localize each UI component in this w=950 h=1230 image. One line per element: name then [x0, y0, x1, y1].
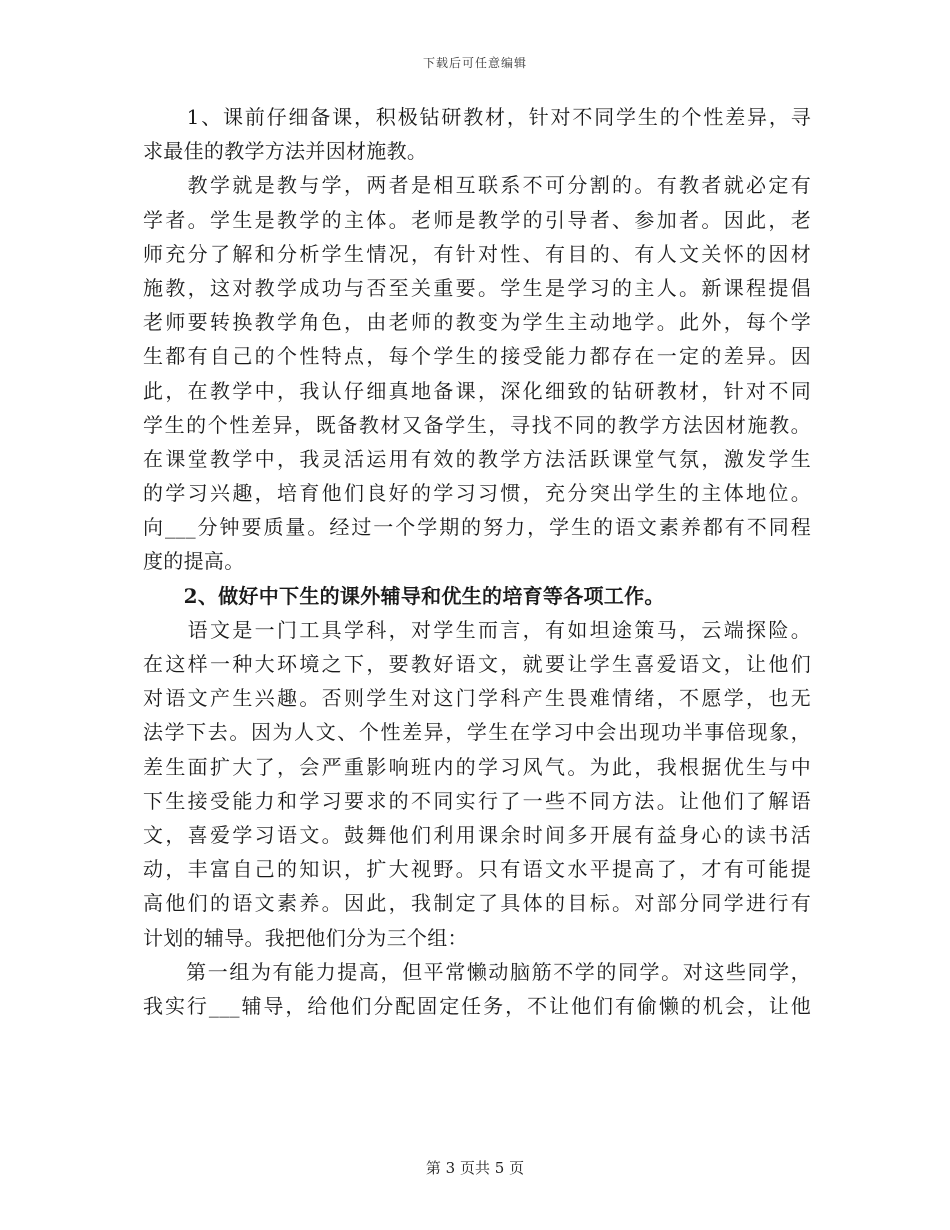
section-heading-line: 2、做好中下生的课外辅导和优生的培育等各项工作。 [143, 583, 665, 608]
text-line: 差生面扩大了，会严重影响班内的学习风气。为此，我根据优生与中 [143, 754, 811, 779]
text-line: 动，丰富自己的知识，扩大视野。只有语文水平提高了，才有可能提 [143, 857, 811, 882]
text-line: 法学下去。因为人文、个性差异，学生在学习中会出现功半事倍现象， [143, 720, 811, 745]
text-line: 向___分钟要质量。经过一个学期的努力，学生的语文素养都有不同程 [143, 515, 811, 540]
text-line: 求最佳的教学方法并因材施教。 [143, 139, 428, 164]
text-line: 我实行___辅导，给他们分配固定任务，不让他们有偷懒的机会，让他 [143, 993, 811, 1018]
text-line: 教学就是教与学，两者是相互联系不可分割的。有教者就必定有 [143, 173, 811, 198]
text-line: 第一组为有能力提高，但平常懒动脑筋不学的同学。对这些同学， [143, 959, 811, 984]
text-line: 此，在教学中，我认仔细真地备课，深化细致的钻研教材，针对不同 [143, 378, 811, 403]
text-line: 高他们的语文素养。因此，我制定了具体的目标。对部分同学进行有 [143, 891, 811, 916]
text-line: 生都有自己的个性特点，每个学生的接受能力都存在一定的差异。因 [143, 344, 811, 369]
text-line: 的学习兴趣，培育他们良好的学习习惯，充分突出学生的主体地位。 [143, 481, 811, 506]
text-line: 文，喜爱学习语文。鼓舞他们利用课余时间多开展有益身心的读书活 [143, 822, 811, 847]
text-line: 学生的个性差异，既备教材又备学生，寻找不同的教学方法因材施教。 [143, 412, 811, 437]
text-line: 师充分了解和分析学生情况，有针对性、有目的、有人文关怀的因材 [143, 241, 811, 266]
page-header: 下载后可任意编辑 [422, 56, 527, 70]
text-line: 对语文产生兴趣。否则学生对这门学科产生畏难情绪，不愿学，也无 [143, 686, 811, 711]
text-line: 计划的辅导。我把他们分为三个组： [143, 925, 468, 950]
document-body [143, 100, 811, 1023]
text-line: 学者。学生是教学的主体。老师是教学的引导者、参加者。因此，老 [143, 207, 811, 232]
text-line: 下生接受能力和学习要求的不同实行了一些不同方法。让他们了解语 [143, 788, 811, 813]
text-line: 在这样一种大环境之下，要教好语文，就要让学生喜爱语文，让他们 [143, 652, 811, 676]
text-line: 度的提高。 [143, 549, 245, 574]
page-footer: 第 3 页共 5 页 [425, 1159, 525, 1177]
text-line: 1、课前仔细备课，积极钻研教材，针对不同学生的个性差异，寻 [143, 105, 811, 129]
text-line: 老师要转换教学角色，由老师的教变为学生主动地学。此外，每个学 [143, 310, 811, 335]
text-line: 在课堂教学中，我灵活运用有效的教学方法活跃课堂气氛，激发学生 [143, 446, 811, 471]
text-line: 语文是一门工具学科，对学生而言，有如坦途策马，云端探险。 [143, 617, 811, 642]
text-line: 施教，这对教学成功与否至关重要。学生是学习的主人。新课程提倡 [143, 275, 811, 300]
